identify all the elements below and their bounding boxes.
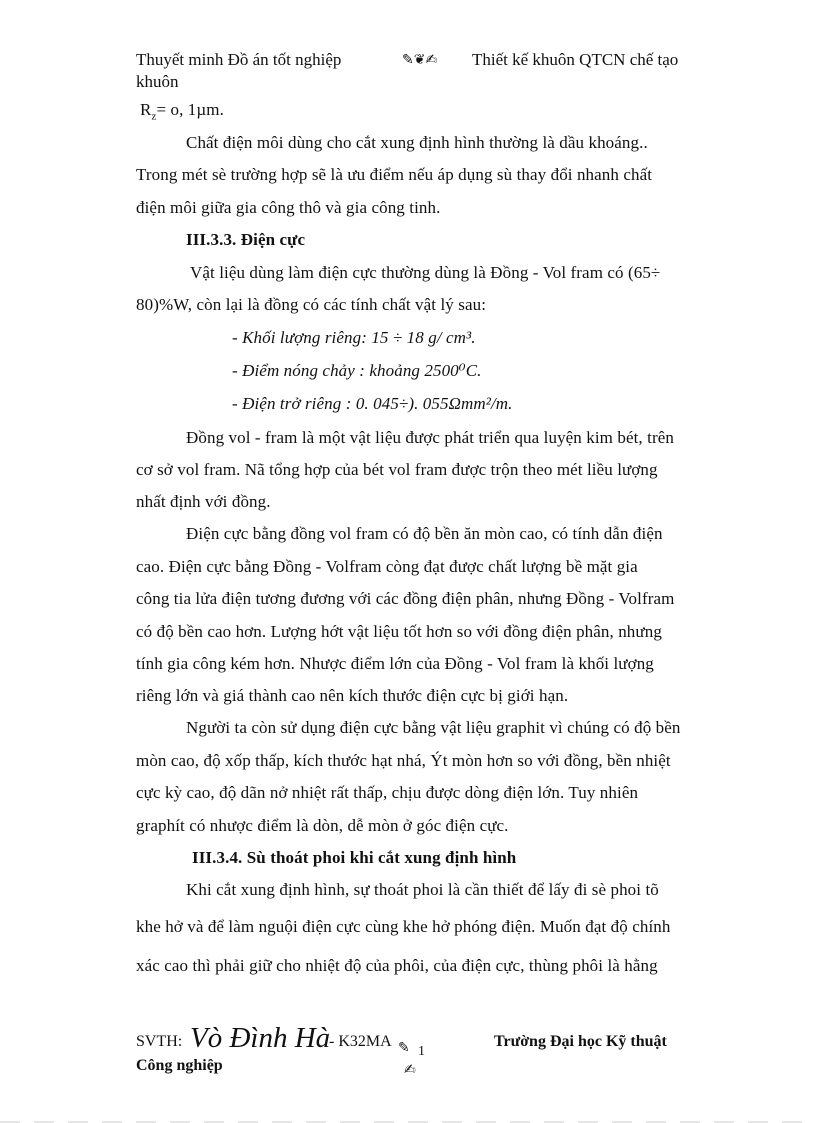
footer-ornament-icon-2: ✍ <box>404 1062 416 1078</box>
footer-ornament-icon: ✎ <box>398 1040 410 1056</box>
paragraph-line: xác cao thì phải giữ cho nhiệt độ của phôi, của điện cực, thùng phôi là hằng <box>136 956 658 975</box>
rz-subscript: z <box>151 110 157 123</box>
header-title-left: Thuyết minh Đồ án tốt nghiệp <box>136 50 342 69</box>
paragraph-line: công tia lửa điện tương đương với các đồng điện phân, nhưng Đồng - Volfram <box>136 589 675 608</box>
paragraph-line: cơ sở vol fram. Nã tổng hợp của bét vol fram được trộn theo mét liều lượng <box>136 460 658 479</box>
paragraph-line: Khi cắt xung định hình, sự thoát phoi là cần thiết để lấy đi sè phoi tõ <box>186 880 659 899</box>
property-bullet: - Điểm nóng chảy : khoảng 2500⁰C. <box>232 361 482 380</box>
paragraph-line: Chất điện môi dùng cho cắt xung định hình thường là dầu khoáng.. <box>186 133 648 152</box>
property-bullet: - Khối lượng riêng: 15 ÷ 18 g/ cm³. <box>232 328 476 347</box>
paragraph-line: cao. Điện cực bằng Đồng - Volfram còng đạt được chất lượng bề mặt gia <box>136 557 638 576</box>
paragraph-line: cực kỳ cao, độ dãn nở nhiệt rất thấp, chịu được dòng điện lớn. Tuy nhiên <box>136 783 639 802</box>
paragraph-line: 80)%W, còn lại là đồng có các tính chất vật lý sau: <box>136 295 487 314</box>
paragraph-line: Trong mét sè trường hợp sẽ là ưu điểm nếu áp dụng sù thay đổi nhanh chất <box>136 165 653 184</box>
paragraph-line: nhất định với đồng. <box>136 492 271 511</box>
paragraph-line: tính gia công kém hơn. Nhược điểm lớn của Đồng - Vol fram là khối lượng <box>136 654 654 673</box>
header-title-right: Thiết kế khuôn QTCN chế tạo <box>472 50 679 69</box>
footer-school-cont: Công nghiệp <box>136 1057 223 1074</box>
property-bullet: - Điện trở riêng : 0. 045÷). 055Ωmm²/m. <box>232 394 513 413</box>
page-number: 1 <box>418 1044 425 1059</box>
roughness-value <box>140 100 224 122</box>
rz-value: = o, 1µm. <box>156 100 224 119</box>
footer-class-code: - K32MA <box>329 1033 392 1050</box>
section-heading: III.3.3. Điện cực <box>186 230 306 249</box>
section-heading: III.3.4. Sù thoát phoi khi cắt xung định hình <box>192 848 517 867</box>
paragraph-line: mòn cao, độ xốp thấp, kích thước hạt nhá, Ýt mòn hơn so với đồng, bền nhiệt <box>136 751 671 770</box>
paragraph-line: khe hở và để làm nguội điện cực cùng khe hở phóng điện. Muốn đạt độ chính <box>136 917 671 936</box>
paragraph-line: Người ta còn sử dụng điện cực bằng vật liệu graphit vì chúng có độ bền <box>186 718 681 737</box>
paragraph-line: có độ bền cao hơn. Lượng hớt vật liệu tốt hơn so với đồng điện phân, nhưng <box>136 622 662 641</box>
rz-symbol: R <box>140 100 152 119</box>
footer-school: Trường Đại học Kỹ thuật <box>494 1033 667 1050</box>
paragraph-line: điện môi giữa gia công thô và gia công tinh. <box>136 198 441 217</box>
paragraph-line: Đồng vol - fram là một vật liệu được phát triển qua luyện kim bét, trên <box>186 428 674 447</box>
paragraph-line: graphít có nhược điểm là dòn, dễ mòn ở góc điện cực. <box>136 816 509 835</box>
footer-author-name: Vò Đình Hà <box>190 1022 331 1054</box>
paragraph-line: Vật liệu dùng làm điện cực thường dùng là Đồng - Vol fram có (65÷ <box>190 263 661 282</box>
paragraph-line: Điện cực bằng đồng vol fram có độ bền ăn mòn cao, có tính dẫn điện <box>186 524 663 543</box>
header-ornament-icon: ✎❦✍ <box>402 52 438 68</box>
footer-svth-label: SVTH: <box>136 1033 183 1050</box>
paragraph-line: riêng lớn và giá thành cao nên kích thước điện cực bị giới hạn. <box>136 686 569 705</box>
header-title-left-cont: khuôn <box>136 72 179 91</box>
